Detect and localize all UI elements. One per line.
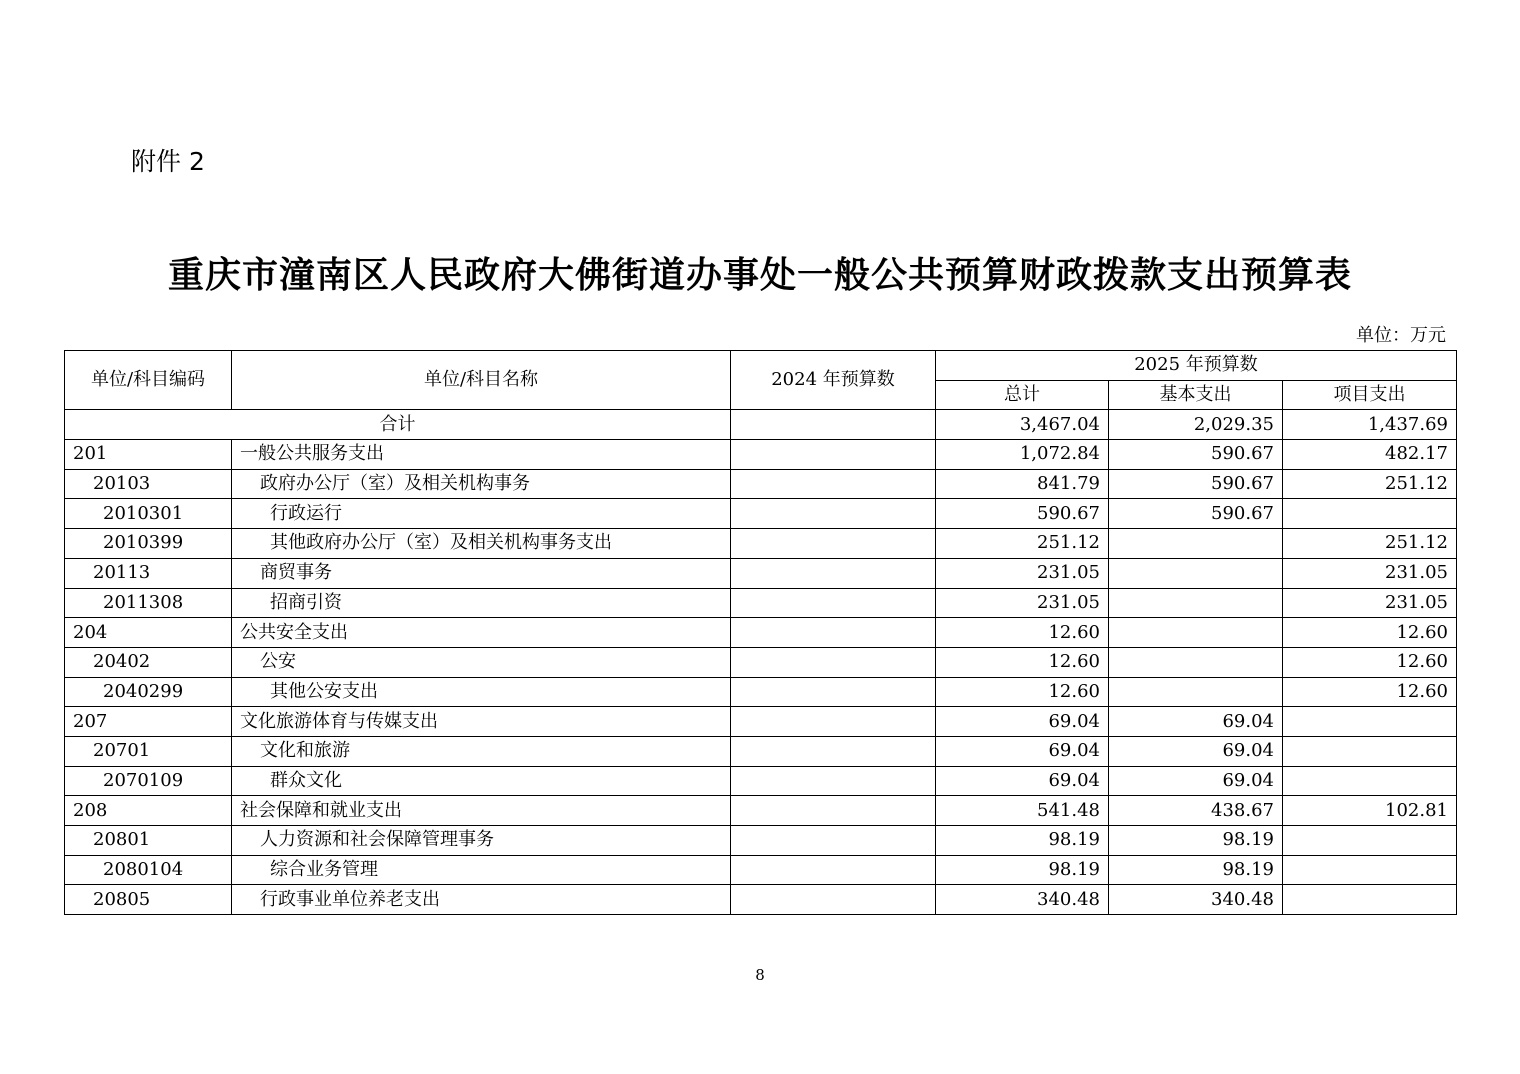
row-code: 20801 — [65, 826, 232, 856]
summary-label: 合计 — [65, 410, 731, 440]
row-total: 69.04 — [936, 707, 1109, 737]
summary-project: 1,437.69 — [1283, 410, 1457, 440]
row-basic — [1109, 558, 1283, 588]
row-project — [1283, 885, 1457, 915]
row-total: 251.12 — [936, 529, 1109, 559]
row-total: 12.60 — [936, 677, 1109, 707]
row-name: 行政事业单位养老支出 — [232, 885, 731, 915]
row-basic: 438.67 — [1109, 796, 1283, 826]
summary-budget-2024 — [731, 410, 936, 440]
row-basic — [1109, 647, 1283, 677]
table-row — [65, 469, 1457, 499]
row-total: 69.04 — [936, 766, 1109, 796]
table-row — [65, 736, 1457, 766]
row-budget-2024 — [731, 558, 936, 588]
table-row — [65, 618, 1457, 648]
table-row — [65, 499, 1457, 529]
row-name: 一般公共服务支出 — [232, 440, 731, 470]
summary-basic: 2,029.35 — [1109, 410, 1283, 440]
row-total: 841.79 — [936, 469, 1109, 499]
summary-total: 3,467.04 — [936, 410, 1109, 440]
row-basic: 340.48 — [1109, 885, 1283, 915]
table-body — [65, 410, 1457, 915]
page-number: 8 — [755, 966, 765, 984]
table-row — [65, 855, 1457, 885]
table-row — [65, 558, 1457, 588]
row-name: 文化和旅游 — [232, 736, 731, 766]
row-basic: 590.67 — [1109, 469, 1283, 499]
row-code: 207 — [65, 707, 232, 737]
row-code: 20805 — [65, 885, 232, 915]
header-name: 单位/科目名称 — [232, 351, 731, 410]
row-basic: 69.04 — [1109, 766, 1283, 796]
row-name: 公安 — [232, 647, 731, 677]
row-code: 20113 — [65, 558, 232, 588]
table-row — [65, 529, 1457, 559]
row-code: 2080104 — [65, 855, 232, 885]
row-budget-2024 — [731, 707, 936, 737]
row-total: 340.48 — [936, 885, 1109, 915]
row-name: 政府办公厅（室）及相关机构事务 — [232, 469, 731, 499]
row-total: 231.05 — [936, 558, 1109, 588]
row-project: 12.60 — [1283, 677, 1457, 707]
row-project: 12.60 — [1283, 618, 1457, 648]
row-code: 2040299 — [65, 677, 232, 707]
row-total: 98.19 — [936, 855, 1109, 885]
summary-row — [65, 410, 1457, 440]
row-budget-2024 — [731, 499, 936, 529]
table-row — [65, 588, 1457, 618]
row-budget-2024 — [731, 647, 936, 677]
row-project: 102.81 — [1283, 796, 1457, 826]
row-budget-2024 — [731, 440, 936, 470]
row-name: 文化旅游体育与传媒支出 — [232, 707, 731, 737]
row-budget-2024 — [731, 826, 936, 856]
row-basic: 98.19 — [1109, 826, 1283, 856]
row-code: 201 — [65, 440, 232, 470]
row-project — [1283, 826, 1457, 856]
table-row — [65, 677, 1457, 707]
row-total: 12.60 — [936, 647, 1109, 677]
row-total: 231.05 — [936, 588, 1109, 618]
row-budget-2024 — [731, 796, 936, 826]
row-project: 482.17 — [1283, 440, 1457, 470]
row-name: 社会保障和就业支出 — [232, 796, 731, 826]
row-name: 其他公安支出 — [232, 677, 731, 707]
row-budget-2024 — [731, 529, 936, 559]
row-total: 590.67 — [936, 499, 1109, 529]
row-total: 1,072.84 — [936, 440, 1109, 470]
row-project — [1283, 855, 1457, 885]
table-row — [65, 826, 1457, 856]
row-total: 541.48 — [936, 796, 1109, 826]
row-name: 商贸事务 — [232, 558, 731, 588]
row-name: 公共安全支出 — [232, 618, 731, 648]
row-budget-2024 — [731, 736, 936, 766]
row-basic: 590.67 — [1109, 440, 1283, 470]
table-row — [65, 796, 1457, 826]
row-budget-2024 — [731, 677, 936, 707]
row-name: 人力资源和社会保障管理事务 — [232, 826, 731, 856]
header-basic: 基本支出 — [1109, 380, 1283, 410]
row-code: 20701 — [65, 736, 232, 766]
row-project: 12.60 — [1283, 647, 1457, 677]
header-code: 单位/科目编码 — [65, 351, 232, 410]
budget-table — [64, 350, 1457, 915]
row-basic — [1109, 529, 1283, 559]
row-name: 群众文化 — [232, 766, 731, 796]
table-row — [65, 766, 1457, 796]
row-name: 其他政府办公厅（室）及相关机构事务支出 — [232, 529, 731, 559]
row-basic: 590.67 — [1109, 499, 1283, 529]
unit-label: 单位：万元 — [1356, 325, 1446, 346]
table-row — [65, 440, 1457, 470]
row-budget-2024 — [731, 618, 936, 648]
header-budget-2024: 2024 年预算数 — [731, 351, 936, 410]
attachment-label: 附件 2 — [131, 147, 205, 176]
row-basic — [1109, 588, 1283, 618]
row-project: 251.12 — [1283, 529, 1457, 559]
table-header — [65, 351, 1457, 410]
row-total: 12.60 — [936, 618, 1109, 648]
row-budget-2024 — [731, 885, 936, 915]
row-basic — [1109, 677, 1283, 707]
row-code: 2070109 — [65, 766, 232, 796]
header-budget-2025: 2025 年预算数 — [936, 351, 1457, 381]
row-name: 招商引资 — [232, 588, 731, 618]
row-name: 行政运行 — [232, 499, 731, 529]
row-code: 204 — [65, 618, 232, 648]
table-row — [65, 707, 1457, 737]
document-title: 重庆市潼南区人民政府大佛街道办事处一般公共预算财政拨款支出预算表 — [167, 255, 1352, 296]
row-budget-2024 — [731, 588, 936, 618]
row-budget-2024 — [731, 766, 936, 796]
row-total: 69.04 — [936, 736, 1109, 766]
header-total: 总计 — [936, 380, 1109, 410]
row-project: 231.05 — [1283, 558, 1457, 588]
row-code: 20402 — [65, 647, 232, 677]
row-total: 98.19 — [936, 826, 1109, 856]
row-code: 2010301 — [65, 499, 232, 529]
row-basic: 98.19 — [1109, 855, 1283, 885]
row-project: 251.12 — [1283, 469, 1457, 499]
table-row — [65, 647, 1457, 677]
row-project — [1283, 499, 1457, 529]
row-project — [1283, 707, 1457, 737]
row-project — [1283, 736, 1457, 766]
row-budget-2024 — [731, 855, 936, 885]
table-row — [65, 885, 1457, 915]
row-code: 208 — [65, 796, 232, 826]
row-project — [1283, 766, 1457, 796]
row-code: 20103 — [65, 469, 232, 499]
row-name: 综合业务管理 — [232, 855, 731, 885]
row-code: 2010399 — [65, 529, 232, 559]
row-basic — [1109, 618, 1283, 648]
row-budget-2024 — [731, 469, 936, 499]
row-project: 231.05 — [1283, 588, 1457, 618]
header-project: 项目支出 — [1283, 380, 1457, 410]
row-code: 2011308 — [65, 588, 232, 618]
row-basic: 69.04 — [1109, 736, 1283, 766]
row-basic: 69.04 — [1109, 707, 1283, 737]
